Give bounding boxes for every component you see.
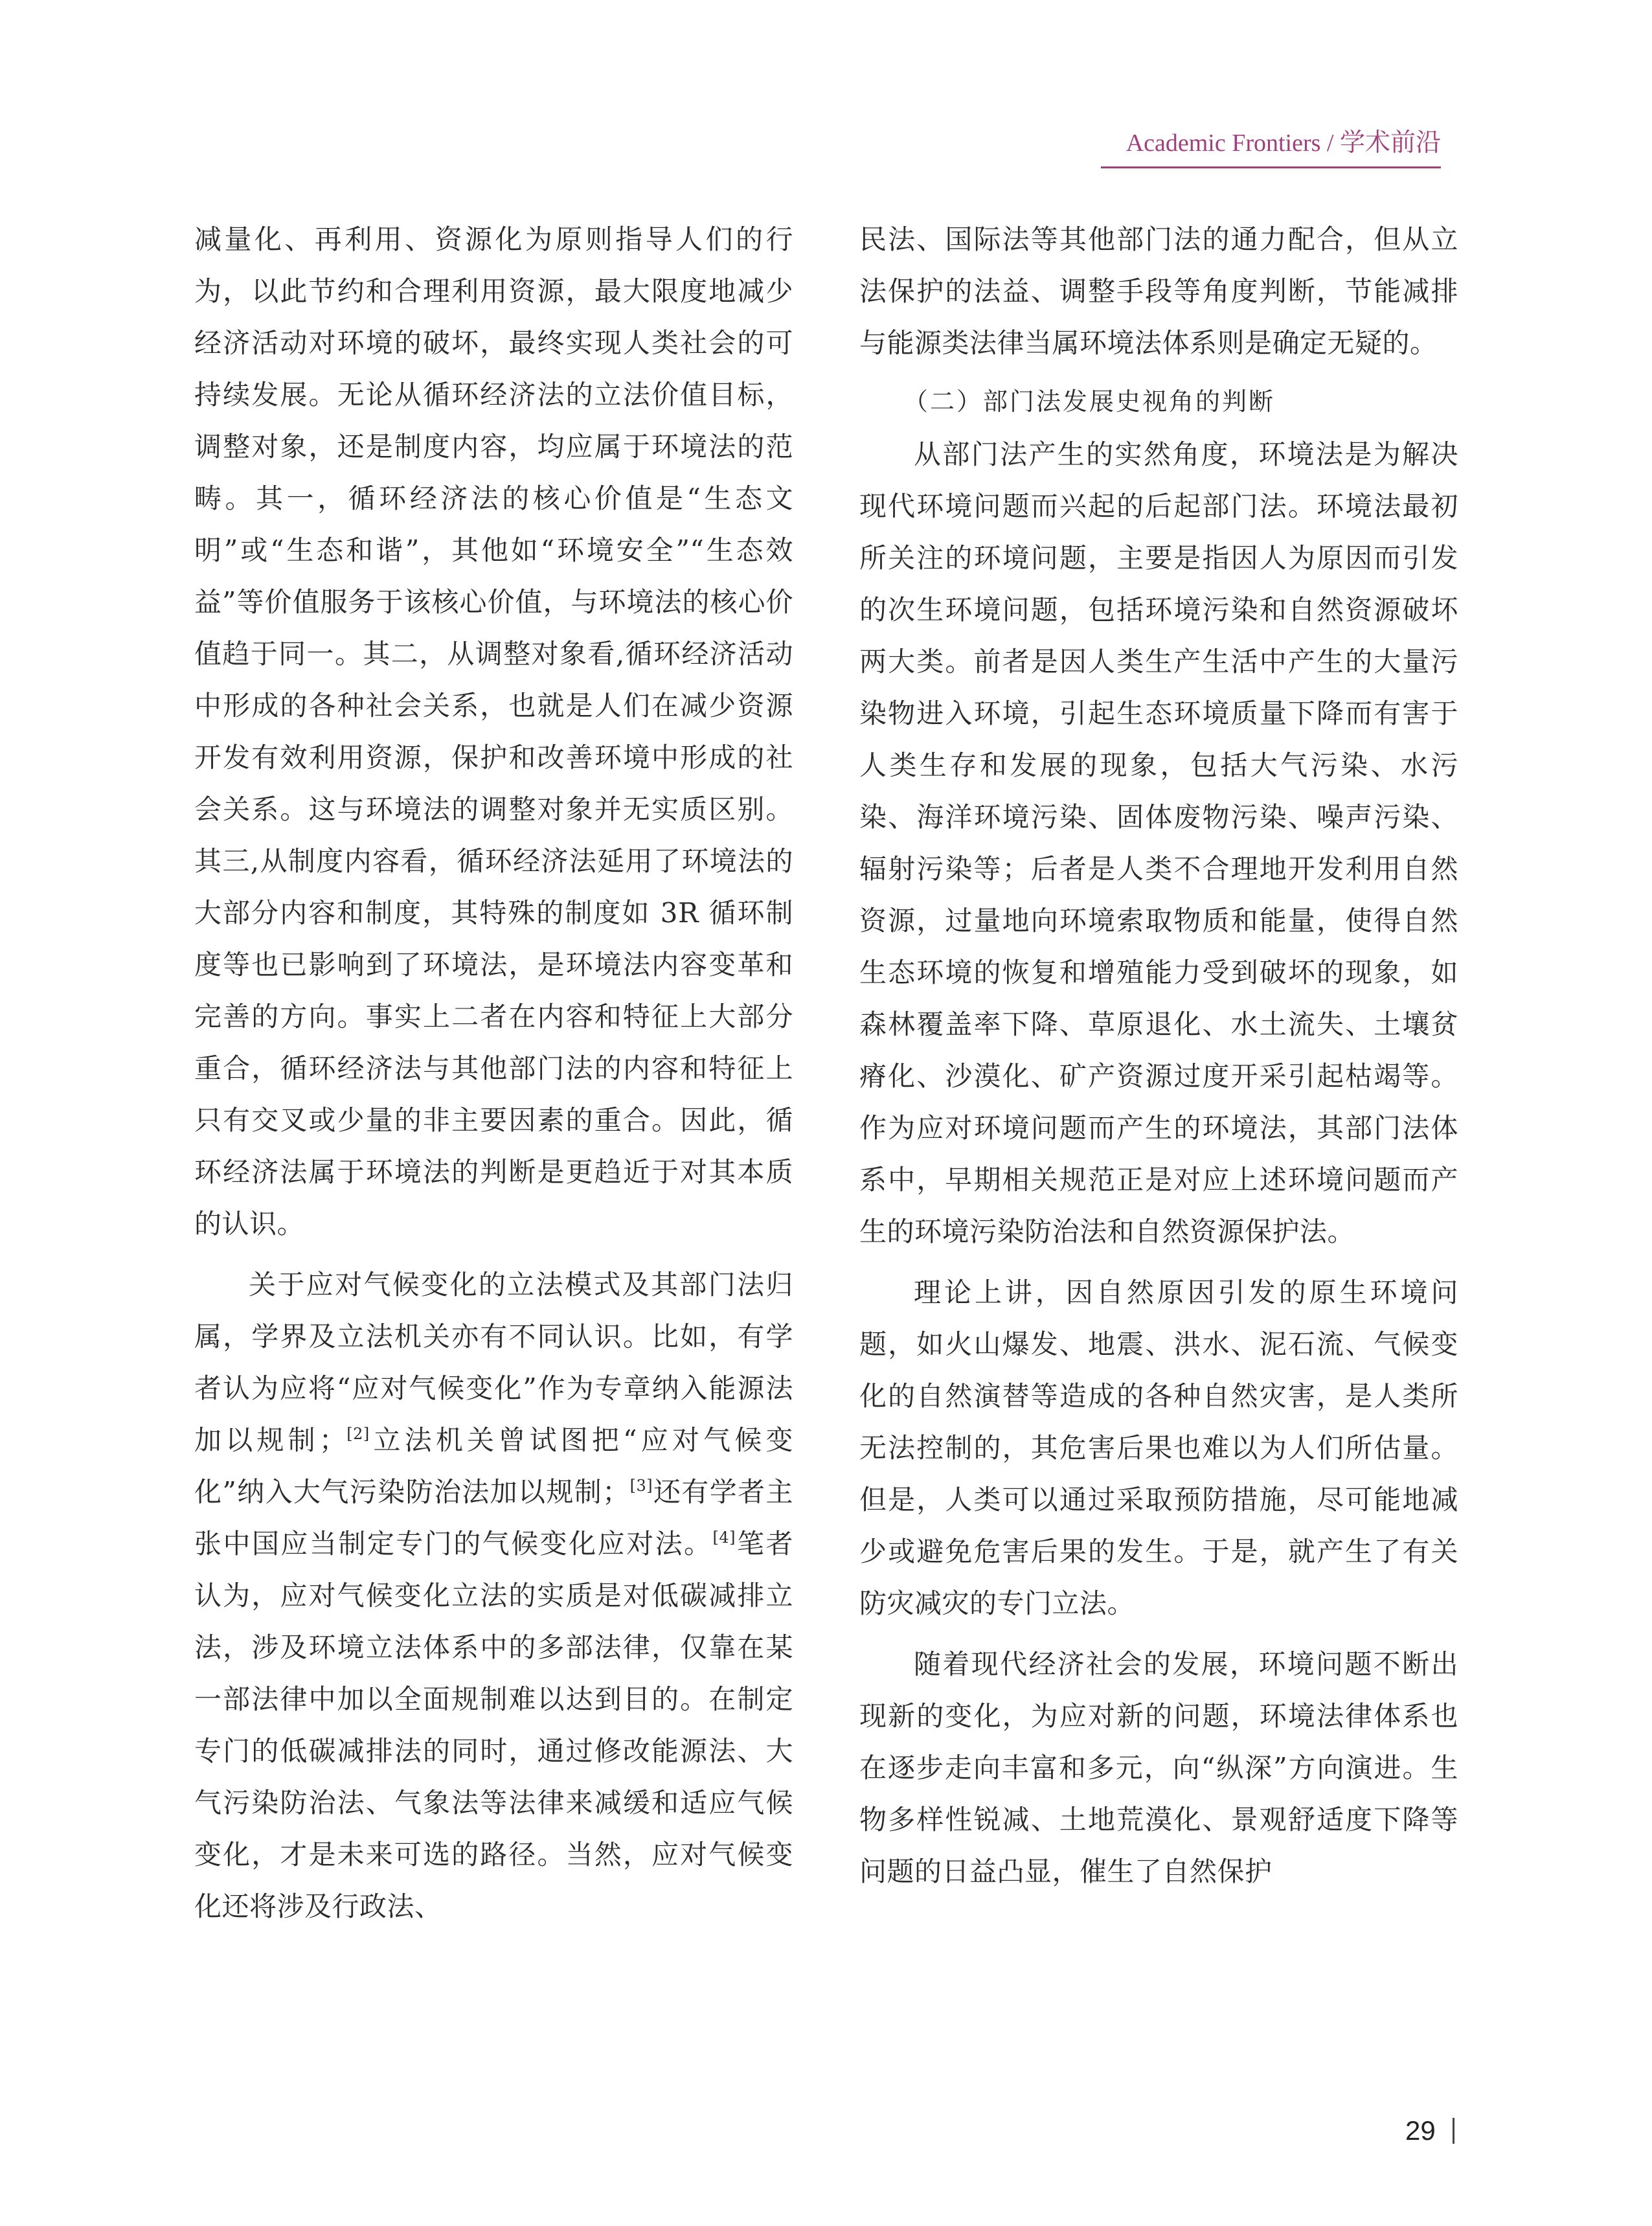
paragraph-text: 笔者认为，应对气候变化立法的实质是对低碳减排立法，涉及环境立法体系中的多部法律，仅靠在某一部法律中加以全面规制难以达到目的。在制定专门的低碳减排法的同时，通过修改能源法、大气污染防治法、气象法等法律来减缓和适应气候变化，才是未来可选的路径。当然，应对气候变化还将涉及行政法、 [194,1528,793,1922]
left-column [194,214,793,1933]
section-title-en: Academic Frontiers [1126,130,1321,157]
right-paragraph-2: 从部门法产生的实然角度，环境法是为解决现代环境问题而兴起的后起部门法。环境法最初所关注的环境问题，主要是指因人为原因而引发的次生环境问题，包括环境污染和自然资源破坏两大类。前者是因人类生产生活中产生的大量污染物进入环境，引起生态环境质量下降而有害于人类生存和发展的现象，包括大气污染、水污染、海洋环境污染、固体废物污染、噪声污染、辐射污染等；后者是人类不合理地开发利用自然资源，过量地向环境索取物质和能量，使得自然生态环境的恢复和增殖能力受到破坏的现象，如森林覆盖率下降、草原退化、水土流失、土壤贫瘠化、沙漠化、矿产资源过度开采引起枯竭等。作为应对环境问题而产生的环境法，其部门法体系中，早期相关规范正是对应上述环境问题而产生的环境污染防治法和自然资源保护法。 [859,438,1458,1247]
left-paragraph-2 [194,1259,793,1933]
journal-section-title [1126,127,1441,159]
header-rule [1101,166,1441,168]
footer-divider [1453,2118,1454,2144]
section-title-zh: 学术前沿 [1339,128,1441,157]
citation-ref-2: [2] [346,1425,370,1443]
page-footer [1360,2111,1457,2150]
section-title-separator: / [1320,130,1340,157]
page-number: 29 [1405,2115,1436,2146]
right-paragraph-3: 理论上讲，因自然原因引发的原生环境问题，如火山爆发、地震、洪水、泥石流、气候变化的自然演替等造成的各种自然灾害，是人类所无法控制的，其危害后果也难以为人们所估量。但是，人类可以通过采取预防措施，尽可能地减少或避免危害后果的发生。于是，就产生了有关防灾减灾的专门立法。 [859,1277,1458,1619]
paragraph-text: 立法机关曾试图把“应对气候变化”纳入大气污染防治法加以规制； [194,1424,793,1508]
paragraph-text: 关于应对气候变化的立法模式及其部门法归属，学界及立法机关亦有不同认识。比如，有学者认为应将“应对气候变化”作为专章纳入能源法加以规制； [194,1269,793,1456]
running-header [1101,127,1441,168]
citation-ref-4: [4] [712,1528,736,1547]
right-paragraph-4: 随着现代经济社会的发展，环境问题不断出现新的变化，为应对新的问题，环境法律体系也在逐步走向丰富和多元，向“纵深”方向演进。生物多样性锐减、土地荒漠化、景观舒适度下降等问题的日益凸显，催生了自然保护 [859,1648,1458,1887]
paragraph-text: 还有学者主张中国应当制定专门的气候变化应对法。 [194,1476,793,1560]
left-paragraph-1: 减量化、再利用、资源化为原则指导人们的行为，以此节约和合理利用资源，最大限度地减少经济活动对环境的破坏，最终实现人类社会的可持续发展。无论从循环经济法的立法价值目标，调整对象，还是制度内容，均应属于环境法的范畴。其一，循环经济法的核心价值是“生态文明”或“生态和谐”，其他如“环境安全”“生态效益”等价值服务于该核心价值，与环境法的核心价值趋于同一。其二，从调整对象看,循环经济活动中形成的各种社会关系，也就是人们在减少资源开发有效利用资源，保护和改善环境中形成的社会关系。这与环境法的调整对象并无实质区别。其三,从制度内容看，循环经济法延用了环境法的大部分内容和制度，其特殊的制度如 3R 循环制度等也已影响到了环境法，是环境法内容变革和完善的方向。事实上二者在内容和特征上大部分重合，循环经济法与其他部门法的内容和特征上只有交叉或少量的非主要因素的重合。因此，循环经济法属于环境法的判断是更趋近于对其本质的认识。 [194,223,793,1240]
citation-ref-3: [3] [629,1477,653,1495]
section-subheading: （二）部门法发展史视角的判断 [903,387,1276,416]
right-column [859,214,1458,1898]
right-paragraph-1: 民法、国际法等其他部门法的通力配合，但从立法保护的法益、调整手段等角度判断，节能减排与能源类法律当属环境法体系则是确定无疑的。 [859,223,1458,359]
